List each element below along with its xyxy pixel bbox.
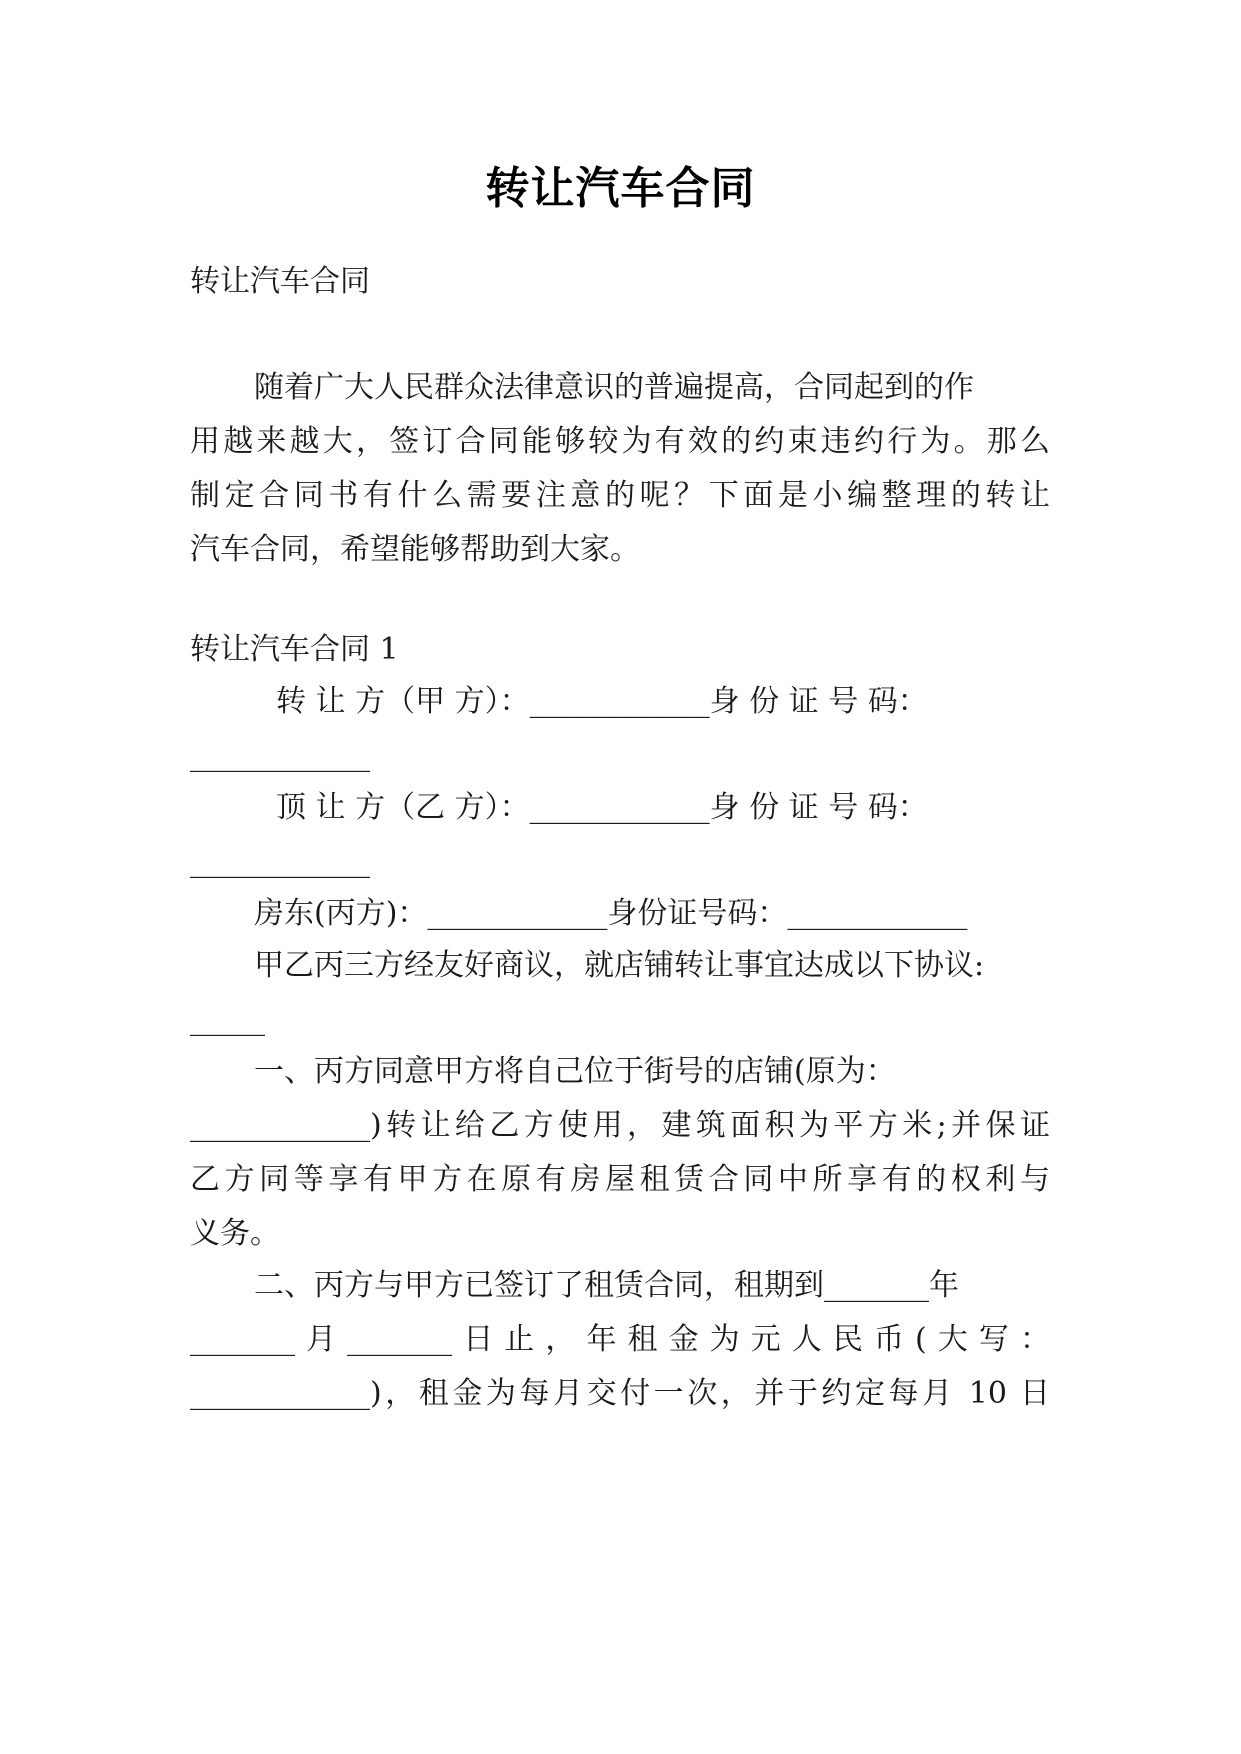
clause-2-line: ____________)，租金为每月交付一次，并于约定每月 10 日	[190, 1376, 1050, 1411]
clause-1-line: ____________)转让给乙方使用，建筑面积为平方米;并保证	[190, 1108, 1050, 1143]
clause-1-line: 义务。	[190, 1216, 280, 1251]
clause-1-line: 乙方同等享有甲方在原有房屋租赁合同中所享有的权利与	[190, 1162, 1050, 1197]
subtitle: 转让汽车合同	[190, 264, 370, 299]
intro-line: 用越来越大，签订合同能够较为有效的约束违约行为。那么	[190, 424, 1050, 459]
clause-2-line: _______月_______日止，年租金为元人民币(大写：	[190, 1322, 1050, 1357]
clause-2-line: 二、丙方与甲方已签订了租赁合同，租期到_______年	[254, 1268, 959, 1303]
intro-line: 制定合同书有什么需要注意的呢？下面是小编整理的转让	[190, 478, 1050, 513]
document-title: 转让汽车合同	[485, 163, 756, 214]
intro-line: 汽车合同，希望能够帮助到大家。	[190, 532, 640, 567]
agreement-line: _____	[190, 1002, 265, 1037]
intro-line: 随着广大人民群众法律意识的普遍提高，合同起到的作	[254, 370, 974, 405]
agreement-line: 甲乙丙三方经友好商议，就店铺转让事宜达成以下协议:	[254, 948, 985, 983]
party-b-line: ____________	[190, 844, 370, 879]
party-a-line: 转 让 方（甲 方）：____________身 份 证 号 码：	[276, 684, 928, 719]
party-a-line: ____________	[190, 738, 370, 773]
party-b-line: 顶 让 方（乙 方）：____________身 份 证 号 码：	[276, 790, 928, 825]
clause-1-line: 一、丙方同意甲方将自己位于街号的店铺(原为：	[254, 1054, 896, 1089]
section-heading: 转让汽车合同 1	[190, 632, 399, 667]
party-c-line: 房东(丙方)：____________身份证号码：____________	[254, 896, 968, 931]
